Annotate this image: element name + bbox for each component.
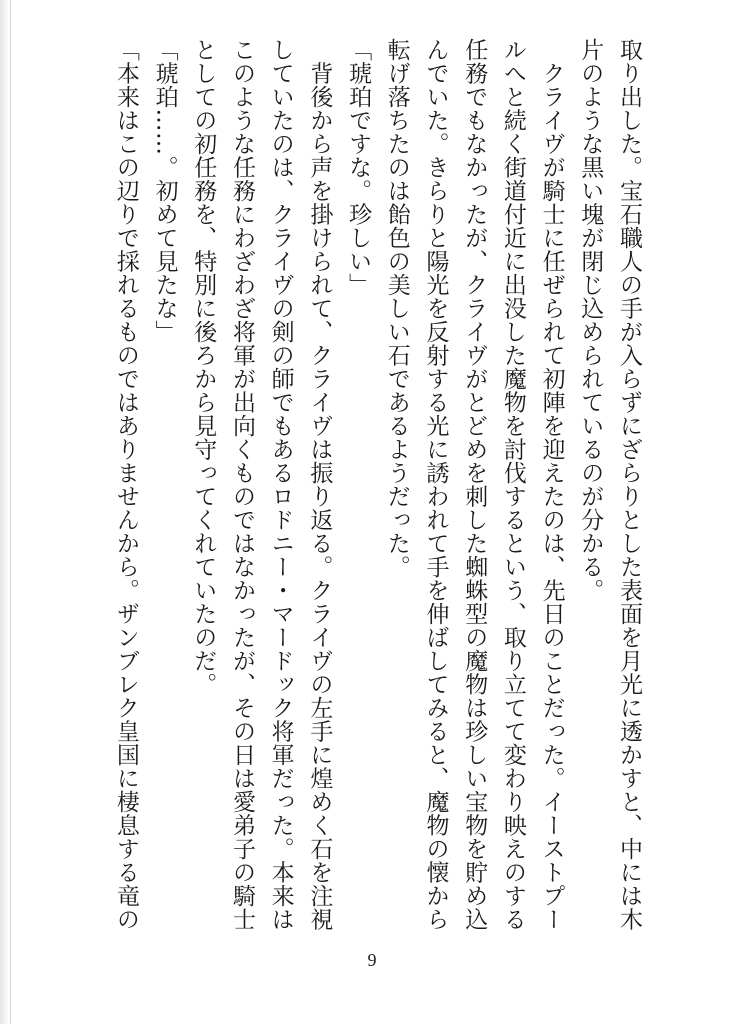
page-edge	[0, 0, 10, 1024]
paragraph-5: 「琥珀……。初めて見たな」	[151, 38, 178, 344]
paragraph-6: 「本来はこの辺りで採れるものではありませんから。ザンブレク皇国に棲息する竜の	[112, 38, 139, 931]
page-number: 9	[367, 950, 377, 970]
paragraph-1: 取り出した。宝石職人の手が入らずにざらりとした表面を月光に透かすと、中には木片のような黒い塊が閉じ込められているのが分かる。	[577, 38, 642, 931]
page-edge-line	[10, 0, 11, 1024]
paragraph-4: 背後から声を掛けられて、クライヴは振り返る。クライヴの左手に煌めく石を注視していたのは、クライヴの剣の師でもあるロドニー・マードック将軍だった。本来はこのような任務にわざわざ将軍が出向くものではなかったが、その日は愛弟子の騎士としての初任務を、特別に後ろから見守ってくれていたのだ。	[190, 38, 333, 931]
body-text	[112, 38, 648, 938]
paragraph-2: クライヴが騎士に任ぜられて初陣を迎えたのは、先日のことだった。イーストプールへと続く街道付近に出没した魔物を討伐するという、取り立てて変わり映えのする任務でもなかったが、クライヴがとどめを刺した蜘蛛型の魔物は珍しい宝物を貯め込んでいた。きらりと陽光を反射する光に誘われて手を伸ばしてみると、魔物の懐から転げ落ちたのは飴色の美しい石であるようだった。	[383, 38, 565, 931]
paragraph-3: 「琥珀ですな。珍しい」	[345, 38, 372, 297]
